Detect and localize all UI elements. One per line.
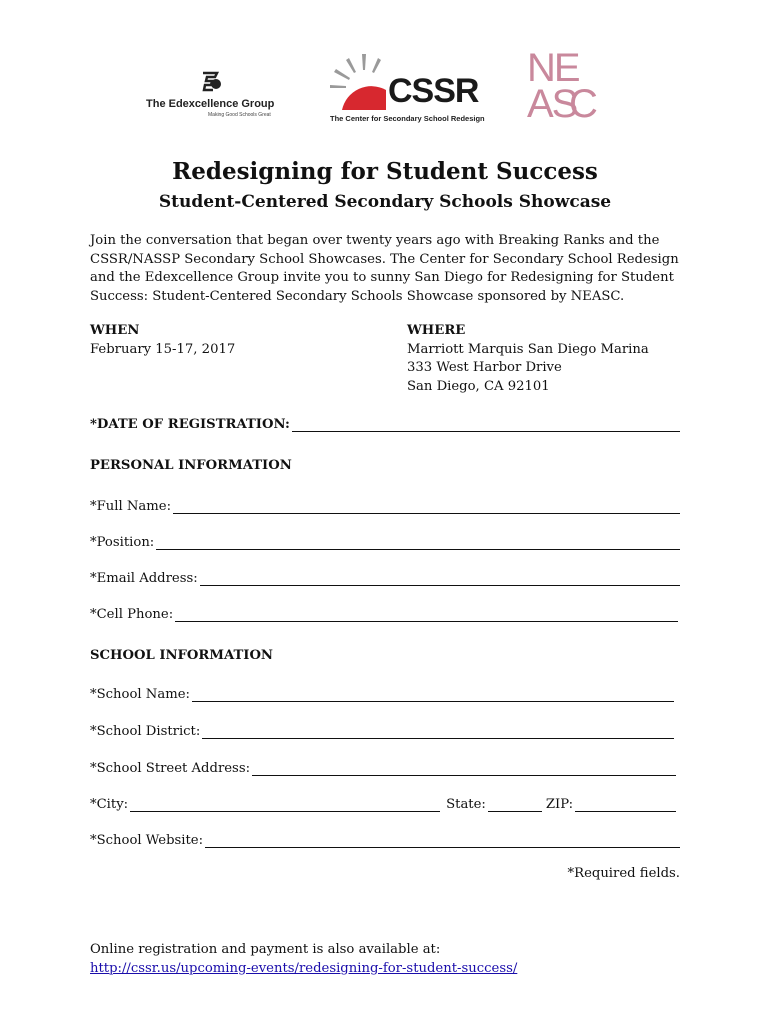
where-block bbox=[407, 322, 649, 396]
cell-phone-field bbox=[90, 602, 678, 622]
cssr-tagline: The Center for Secondary School Redesign bbox=[330, 114, 485, 123]
full-name-field bbox=[90, 494, 680, 514]
school-website-input[interactable] bbox=[205, 833, 680, 848]
cssr-logo bbox=[328, 50, 485, 130]
online-registration-text: Online registration and payment is also available at: bbox=[90, 942, 441, 957]
registration-date-input[interactable] bbox=[292, 417, 680, 432]
venue-city: San Diego, CA 92101 bbox=[407, 378, 550, 394]
school-website-field bbox=[90, 828, 680, 848]
position-input[interactable] bbox=[156, 535, 680, 550]
cell-phone-label: *Cell Phone: bbox=[90, 607, 174, 622]
neasc-line-2: AS bbox=[527, 82, 577, 126]
school-name-input[interactable] bbox=[192, 687, 674, 702]
city-input[interactable] bbox=[130, 797, 440, 812]
neasc-logo bbox=[525, 48, 605, 128]
school-district-input[interactable] bbox=[202, 724, 674, 739]
position-field bbox=[90, 530, 680, 550]
when-block bbox=[90, 322, 235, 359]
state-input[interactable] bbox=[488, 797, 542, 812]
venue-street: 333 West Harbor Drive bbox=[407, 360, 562, 375]
school-district-label: *School District: bbox=[90, 724, 201, 739]
email-input[interactable] bbox=[200, 571, 680, 586]
personal-info-heading: PERSONAL INFORMATION bbox=[90, 458, 292, 473]
when-label: WHEN bbox=[90, 323, 140, 338]
school-name-field bbox=[90, 682, 674, 702]
full-name-label: *Full Name: bbox=[90, 499, 172, 514]
email-label: *Email Address: bbox=[90, 571, 198, 586]
school-street-field bbox=[90, 756, 676, 776]
city-label: *City: bbox=[90, 797, 129, 812]
cssr-name: CSSR bbox=[388, 72, 479, 110]
page-title: Redesigning for Student Success bbox=[172, 158, 598, 185]
registration-date-field bbox=[90, 412, 680, 432]
registration-date-label: *DATE OF REGISTRATION: bbox=[90, 417, 290, 432]
position-label: *Position: bbox=[90, 535, 155, 550]
zip-input[interactable] bbox=[575, 797, 676, 812]
state-label: State: bbox=[446, 797, 486, 812]
where-label: WHERE bbox=[407, 323, 466, 338]
venue-name: Marriott Marquis San Diego Marina bbox=[407, 341, 649, 357]
edexcellence-logo bbox=[140, 70, 280, 130]
school-info-heading: SCHOOL INFORMATION bbox=[90, 648, 273, 663]
full-name-input[interactable] bbox=[173, 499, 680, 514]
edexcellence-emblem-icon bbox=[198, 70, 224, 96]
school-name-label: *School Name: bbox=[90, 687, 190, 702]
zip-label: ZIP: bbox=[545, 797, 574, 812]
city-state-zip-field bbox=[90, 792, 676, 812]
online-registration-block bbox=[90, 941, 517, 978]
school-website-label: *School Website: bbox=[90, 833, 204, 848]
cell-phone-input[interactable] bbox=[175, 607, 678, 622]
edexcellence-tagline: Making Good Schools Great bbox=[208, 112, 271, 118]
event-date: February 15-17, 2017 bbox=[90, 341, 236, 357]
neasc-line-1: NE bbox=[527, 46, 579, 90]
neasc-line-3: C bbox=[569, 82, 596, 126]
edexcellence-name: The Edexcellence Group bbox=[146, 98, 275, 110]
page-subtitle: Student-Centered Secondary Schools Showcase bbox=[158, 192, 612, 212]
logo-bar bbox=[0, 40, 770, 130]
required-fields-note: *Required fields. bbox=[567, 866, 680, 881]
school-street-label: *School Street Address: bbox=[90, 761, 251, 776]
email-field bbox=[90, 566, 680, 586]
registration-link[interactable]: http://cssr.us/upcoming-events/redesigning-for-student-success/ bbox=[90, 960, 518, 976]
school-district-field bbox=[90, 719, 674, 739]
intro-paragraph: Join the conversation that began over twenty years ago with Breaking Ranks and the CSSR/NASSP Secondary School Showcases. The Center for Secondary School Redesign and the Edexcellence Group invite you to sunny San Diego for Redesigning for Student Success: Student-Centered Secondary Schools Showcase sponsored by NEASC. bbox=[90, 233, 679, 304]
school-street-input[interactable] bbox=[252, 761, 676, 776]
